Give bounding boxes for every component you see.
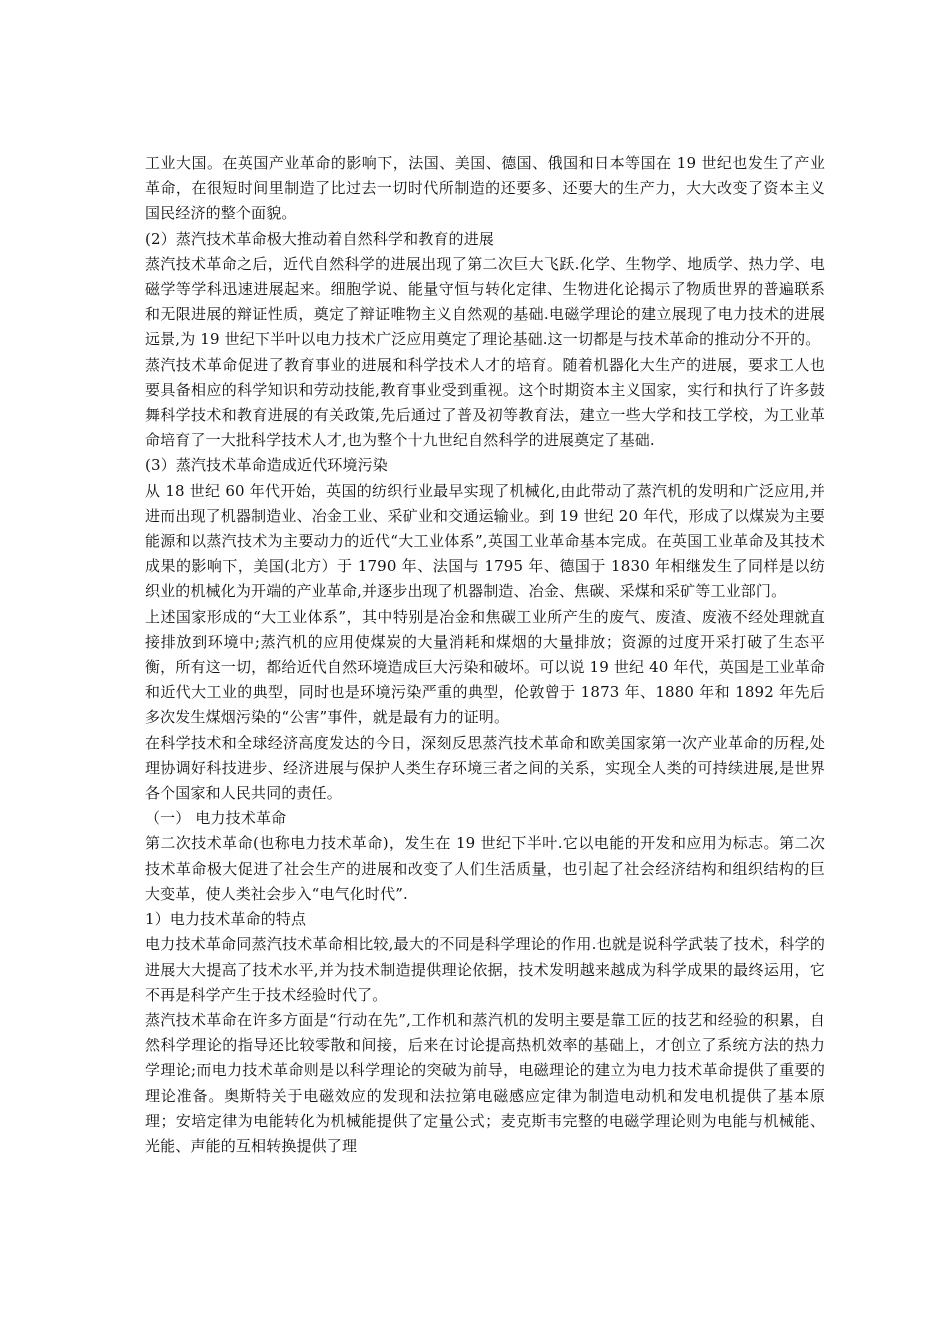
paragraph-reflection: 在科学技术和全球经济高度发达的今日，深刻反思蒸汽技术革命和欧美国家第一次产业革命的历程,处理协调好科技进步、经济进展与保护人类生存环境三者之间的关系，实现全人类的可持续进展,是世界各个国家和人民共同的责任。 xyxy=(145,733,825,803)
paragraph-natural-science-leap: 蒸汽技术革命之后，近代自然科学的进展出现了第二次巨大飞跃.化学、生物学、地质学、热力学、电磁学等学科迅速进展起来。细胞学说、能量守恒与转化定律、生物进化论揭示了物质世界的普遍联系和无限进展的辩证性质，奠定了辩证唯物主义自然观的基础.电磁学理论的建立展现了电力技术的进展远景,为 19 世纪下半叶以电力技术广泛应用奠定了理论基础.这一切都是与技术革命的推动分不开的。 xyxy=(145,254,825,349)
heading-electric-features: 1）电力技术革命的特点 xyxy=(145,910,307,929)
paragraph-education-talent: 蒸汽技术革命促进了教育事业的进展和科学技术人才的培育。随着机器化大生产的进展，要求工人也要具备相应的科学知识和劳动技能,教育事业受到重视。这个时期资本主义国家，实行和执行了许多鼓舞科学技术和教育进展的有关政策,先后通过了普及初等教育法，建立一些大学和技工学校，为工业革命培育了一大批科学技术人才,也为整个十九世纪自然科学的进展奠定了基础. xyxy=(145,355,825,450)
paragraph-theory-first: 蒸汽技术革命在许多方面是“行动在先”,工作机和蒸汽机的发明主要是靠工匠的技艺和经验的积累，自然科学理论的指导还比较零散和间接，后来在讨论提高热机效率的基础上，才创立了系统方法的热力学理论;而电力技术革命则是以科学理论的突破为前导，电磁理论的建立为电力技术革命提供了重要的理论准备。奥斯特关于电磁效应的发现和法拉第电磁感应定律为制造电动机和发电机提供了基本原理；安培定律为电能转化为机械能提供了定量公式；麦克斯韦完整的电磁学理论则为电能与机械能、光能、声能的互相转换提供了理 xyxy=(145,1010,825,1155)
paragraph-industrial-powers: 工业大国。在英国产业革命的影响下，法国、美国、德国、俄国和日本等国在 19 世纪也发生了产业革命，在很短时间里制造了比过去一切时代所制造的还要多、还要大的生产力，大大改变了资本主义国民经济的整个面貌。 xyxy=(145,154,825,223)
heading-electric-revolution: （一） 电力技术革命 xyxy=(145,809,287,828)
paragraph-science-role: 电力技术革命同蒸汽技术革命相比较,最大的不同是科学理论的作用.也就是说科学武装了技术，科学的进展大大提高了技术水平,并为技术制造提供理论依据，技术发明越来越成为科学成果的最终运用，它不再是科学产生于技术经验时代了。 xyxy=(145,935,825,1004)
paragraph-second-revolution: 第二次技术革命(也称电力技术革命)，发生在 19 世纪下半叶.它以电能的开发和应用为标志。第二次技术革命极大促进了社会生产的进展和改变了人们生活质量，也引起了社会经济结构和组织结构的巨大变革，使人类社会步入“电气化时代”. xyxy=(145,834,825,903)
paragraph-pollution-effects: 上述国家形成的“大工业体系”，其中特别是冶金和焦碳工业所产生的废气、废渣、废液不经处理就直接排放到环境中;蒸汽机的应用使煤炭的大量消耗和煤烟的大量排放；资源的过度开采打破了生态平衡，所有这一切，都给近代自然环境造成巨大污染和破坏。可以说 19 世纪 40 年代，英国是工业革命和近代大工业的典型，同时也是环境污染严重的典型，伦敦曾于 1873 年、1880 年和 1892 年先后多次发生煤烟污染的“公害”事件，就是最有力的证明。 xyxy=(145,607,825,727)
heading-environmental-pollution: (3）蒸汽技术革命造成近代环境污染 xyxy=(145,456,388,475)
paragraph-industrial-system: 从 18 世纪 60 年代开始，英国的纺织行业最早实现了机械化,由此带动了蒸汽机的发明和广泛应用,并进而出现了机器制造业、冶金工业、采矿业和交通运输业。到 19 世纪 20 年代，形成了以煤炭为主要能源和以蒸汽技术为主要动力的近代“大工业体系”,英国工业革命基本完成。在英国工业革命及其技术成果的影响下，美国(北方）于 1790 年、法国与 1795 年、德国于 1830 年相继发生了同样是以纺织业的机械化为开端的产业革命,并逐步出现了机器制造、冶金、焦碳、采煤和采矿等工业部门。 xyxy=(145,481,825,601)
document-body xyxy=(145,151,825,1159)
heading-science-education: (2）蒸汽技术革命极大推动着自然科学和教育的进展 xyxy=(145,229,494,248)
